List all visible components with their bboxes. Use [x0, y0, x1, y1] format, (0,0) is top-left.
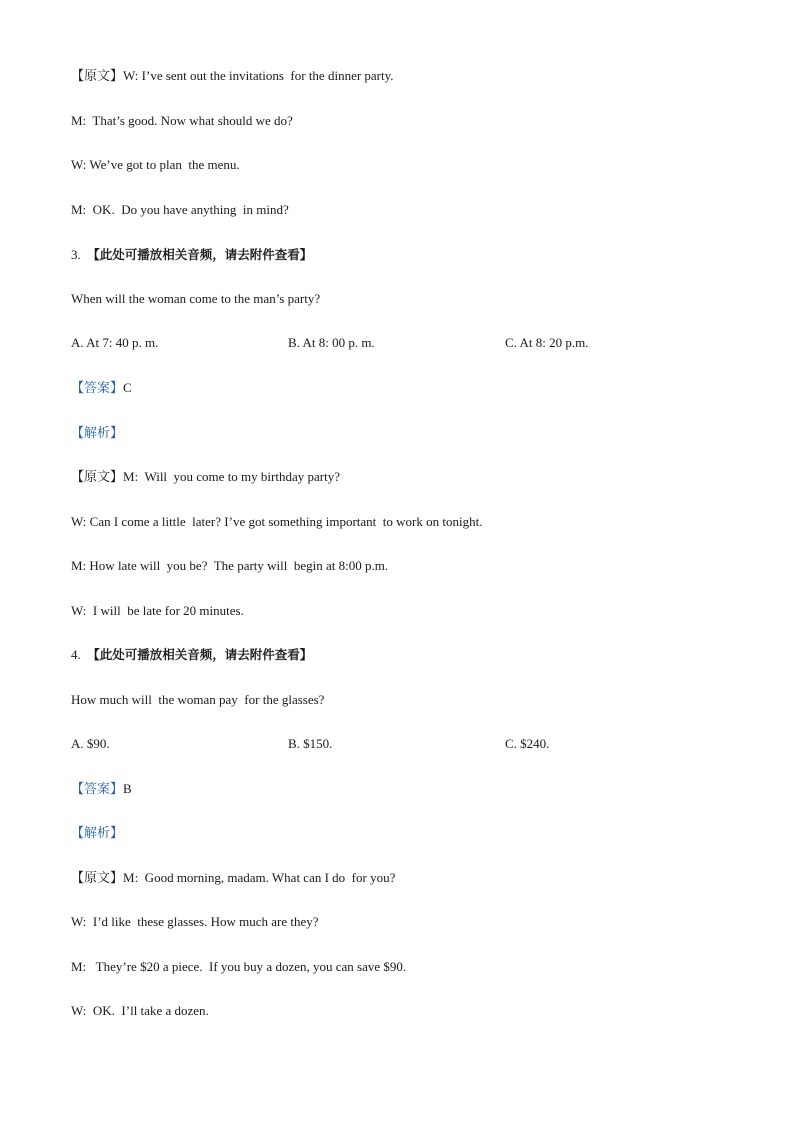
- analysis-line: [71, 825, 123, 842]
- question-header: [71, 647, 312, 663]
- question-header: [71, 247, 312, 263]
- question-number: 3.: [71, 247, 81, 262]
- answer-value: C: [123, 380, 132, 395]
- question-number: 4.: [71, 647, 81, 662]
- audio-note: 【此处可播放相关音频，请去附件查看】: [87, 247, 313, 262]
- dialogue-line: W: Can I come a little later? I’ve got something important to work on tonight.: [71, 514, 483, 529]
- dialogue-line: M: OK. Do you have anything in mind?: [71, 202, 289, 217]
- question-text: How much will the woman pay for the glasses?: [71, 692, 325, 707]
- dialogue-line: W: We’ve got to plan the menu.: [71, 157, 240, 172]
- source-label: 【原文】: [71, 68, 124, 83]
- source-label: 【原文】: [71, 469, 124, 484]
- option-c: C. At 8: 20 p.m.: [505, 335, 589, 350]
- analysis-label: 【解析】: [71, 426, 124, 441]
- option-c: C. $240.: [505, 736, 550, 751]
- analysis-label: 【解析】: [71, 826, 124, 841]
- answer-line: [71, 781, 132, 798]
- dialogue-line: W: I’ve sent out the invitations for the dinner party.: [123, 68, 394, 83]
- answer-label: 【答案】: [71, 381, 124, 396]
- source-label: 【原文】: [71, 870, 124, 885]
- dialogue-line: M: Good morning, madam. What can I do for you?: [123, 870, 396, 885]
- option-b: B. $150.: [288, 736, 333, 751]
- source-line: [71, 870, 395, 886]
- source-line: [71, 469, 340, 485]
- answer-label: 【答案】: [71, 782, 124, 797]
- option-a: A. $90.: [71, 736, 110, 751]
- dialogue-line: W: OK. I’ll take a dozen.: [71, 1003, 209, 1018]
- option-b: B. At 8: 00 p. m.: [288, 335, 375, 350]
- dialogue-line: M: They’re $20 a piece. If you buy a dozen, you can save $90.: [71, 959, 407, 974]
- answer-line: [71, 380, 132, 397]
- dialogue-line: W: I’d like these glasses. How much are they?: [71, 914, 319, 929]
- option-a: A. At 7: 40 p. m.: [71, 335, 159, 350]
- dialogue-line: M: That’s good. Now what should we do?: [71, 113, 293, 128]
- dialogue-line: M: How late will you be? The party will begin at 8:00 p.m.: [71, 558, 389, 573]
- audio-note: 【此处可播放相关音频，请去附件查看】: [87, 647, 313, 662]
- question-text: When will the woman come to the man’s party?: [71, 291, 321, 306]
- answer-value: B: [123, 781, 132, 796]
- dialogue-line: M: Will you come to my birthday party?: [123, 469, 340, 484]
- dialogue-line: W: I will be late for 20 minutes.: [71, 603, 244, 618]
- analysis-line: [71, 425, 123, 442]
- source-line: [71, 68, 394, 84]
